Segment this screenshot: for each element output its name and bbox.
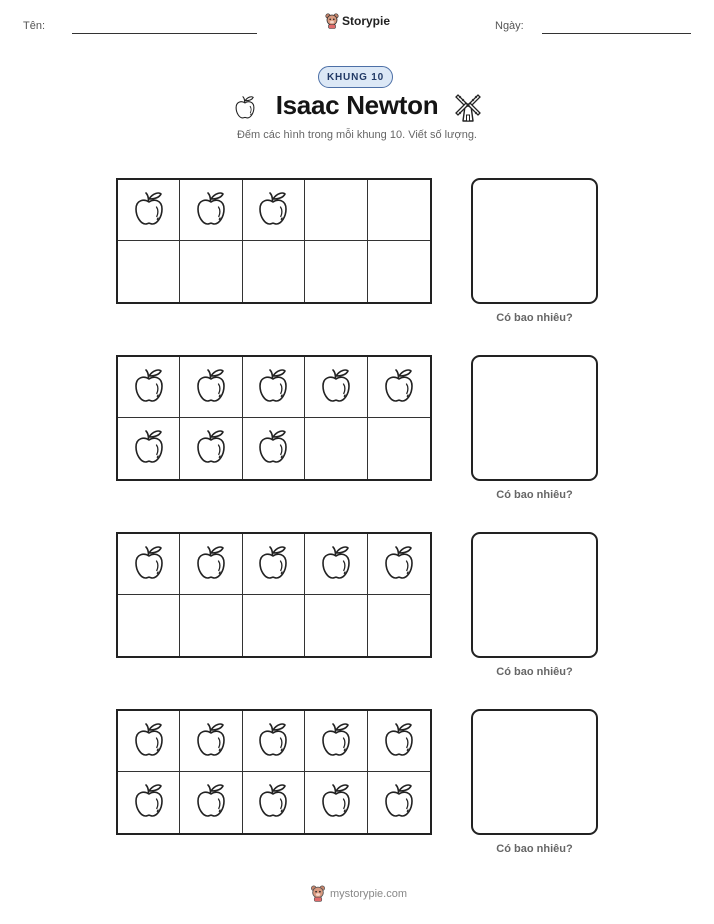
bear-mascot-icon xyxy=(310,885,326,902)
ten-frame-cell xyxy=(180,180,242,241)
footer-url[interactable]: mystorypie.com xyxy=(330,887,408,900)
ten-frame-cell xyxy=(243,357,305,418)
answer-box[interactable] xyxy=(471,532,598,658)
ten-frame-cell xyxy=(305,772,367,833)
apple-icon xyxy=(254,780,292,825)
apple-icon xyxy=(254,426,292,471)
ten-frame-cell xyxy=(243,534,305,595)
ten-frame-cell xyxy=(243,595,305,656)
apple-icon xyxy=(130,188,168,233)
apple-icon xyxy=(380,719,418,764)
answer-box[interactable] xyxy=(471,355,598,481)
ten-frame xyxy=(116,532,432,658)
ten-frame-cell xyxy=(305,180,367,241)
how-many-prompt: Có bao nhiêu? xyxy=(496,489,573,501)
ten-frame-cell xyxy=(118,180,180,241)
answer-box[interactable] xyxy=(471,709,598,835)
ten-frame-cell xyxy=(243,241,305,302)
instructions: Đếm các hình trong mỗi khung 10. Viết số lượng. xyxy=(236,129,477,141)
ten-frame-cell xyxy=(305,418,367,479)
apple-icon xyxy=(317,365,355,410)
apple-icon xyxy=(130,542,168,587)
ten-frame-cell xyxy=(305,241,367,302)
apple-icon xyxy=(380,780,418,825)
apple-icon xyxy=(130,365,168,410)
name-line[interactable] xyxy=(72,33,257,34)
ten-frame-cell xyxy=(180,534,242,595)
apple-icon xyxy=(380,365,418,410)
apple-icon xyxy=(192,542,230,587)
apple-icon xyxy=(254,365,292,410)
ten-frame-badge: KHUNG 10 xyxy=(318,66,393,88)
ten-frame-cell xyxy=(118,772,180,833)
apple-icon xyxy=(317,719,355,764)
bear-mascot-icon xyxy=(325,13,339,29)
ten-frame-cell xyxy=(305,711,367,772)
apple-icon xyxy=(317,780,355,825)
ten-frame-cell xyxy=(180,357,242,418)
name-label: Tên: xyxy=(23,20,46,32)
ten-frame-cell xyxy=(118,357,180,418)
ten-frame xyxy=(116,709,432,835)
ten-frame-cell xyxy=(180,241,242,302)
windmill-icon xyxy=(454,92,482,122)
apple-icon xyxy=(192,188,230,233)
ten-frame xyxy=(116,178,432,304)
date-label: Ngày: xyxy=(495,20,524,32)
ten-frame-cell xyxy=(243,772,305,833)
apple-icon xyxy=(254,542,292,587)
ten-frame-cell xyxy=(118,711,180,772)
ten-frame-cell xyxy=(368,711,430,772)
ten-frame xyxy=(116,355,432,481)
apple-icon xyxy=(380,542,418,587)
ten-frame-cell xyxy=(180,772,242,833)
ten-frame-cell xyxy=(305,595,367,656)
date-line[interactable] xyxy=(542,33,691,34)
ten-frame-cell xyxy=(368,595,430,656)
apple-icon xyxy=(192,426,230,471)
ten-frame-cell xyxy=(118,534,180,595)
ten-frame-cell xyxy=(243,180,305,241)
ten-frame-cell xyxy=(368,357,430,418)
ten-frame-cell xyxy=(180,711,242,772)
apple-icon xyxy=(192,719,230,764)
how-many-prompt: Có bao nhiêu? xyxy=(496,312,573,324)
apple-icon xyxy=(130,780,168,825)
ten-frame-cell xyxy=(368,180,430,241)
ten-frame-cell xyxy=(118,418,180,479)
brand-logo xyxy=(325,13,390,29)
ten-frame-cell xyxy=(243,418,305,479)
footer xyxy=(310,885,407,902)
apple-icon xyxy=(192,780,230,825)
ten-frame-cell xyxy=(180,595,242,656)
apple-icon xyxy=(254,188,292,233)
apple-icon xyxy=(317,542,355,587)
apple-icon xyxy=(130,426,168,471)
answer-box[interactable] xyxy=(471,178,598,304)
ten-frame-cell xyxy=(305,534,367,595)
how-many-prompt: Có bao nhiêu? xyxy=(496,666,573,678)
brand-name: Storypie xyxy=(342,14,391,28)
ten-frame-cell xyxy=(243,711,305,772)
ten-frame-cell xyxy=(180,418,242,479)
apple-icon xyxy=(254,719,292,764)
ten-frame-cell xyxy=(118,595,180,656)
how-many-prompt: Có bao nhiêu? xyxy=(496,843,573,855)
apple-icon xyxy=(192,365,230,410)
ten-frame-cell xyxy=(368,241,430,302)
ten-frame-cell xyxy=(118,241,180,302)
ten-frame-cell xyxy=(368,772,430,833)
ten-frame-cell xyxy=(305,357,367,418)
apple-icon xyxy=(130,719,168,764)
ten-frame-cell xyxy=(368,534,430,595)
page-title: Isaac Newton xyxy=(275,90,439,120)
ten-frame-cell xyxy=(368,418,430,479)
